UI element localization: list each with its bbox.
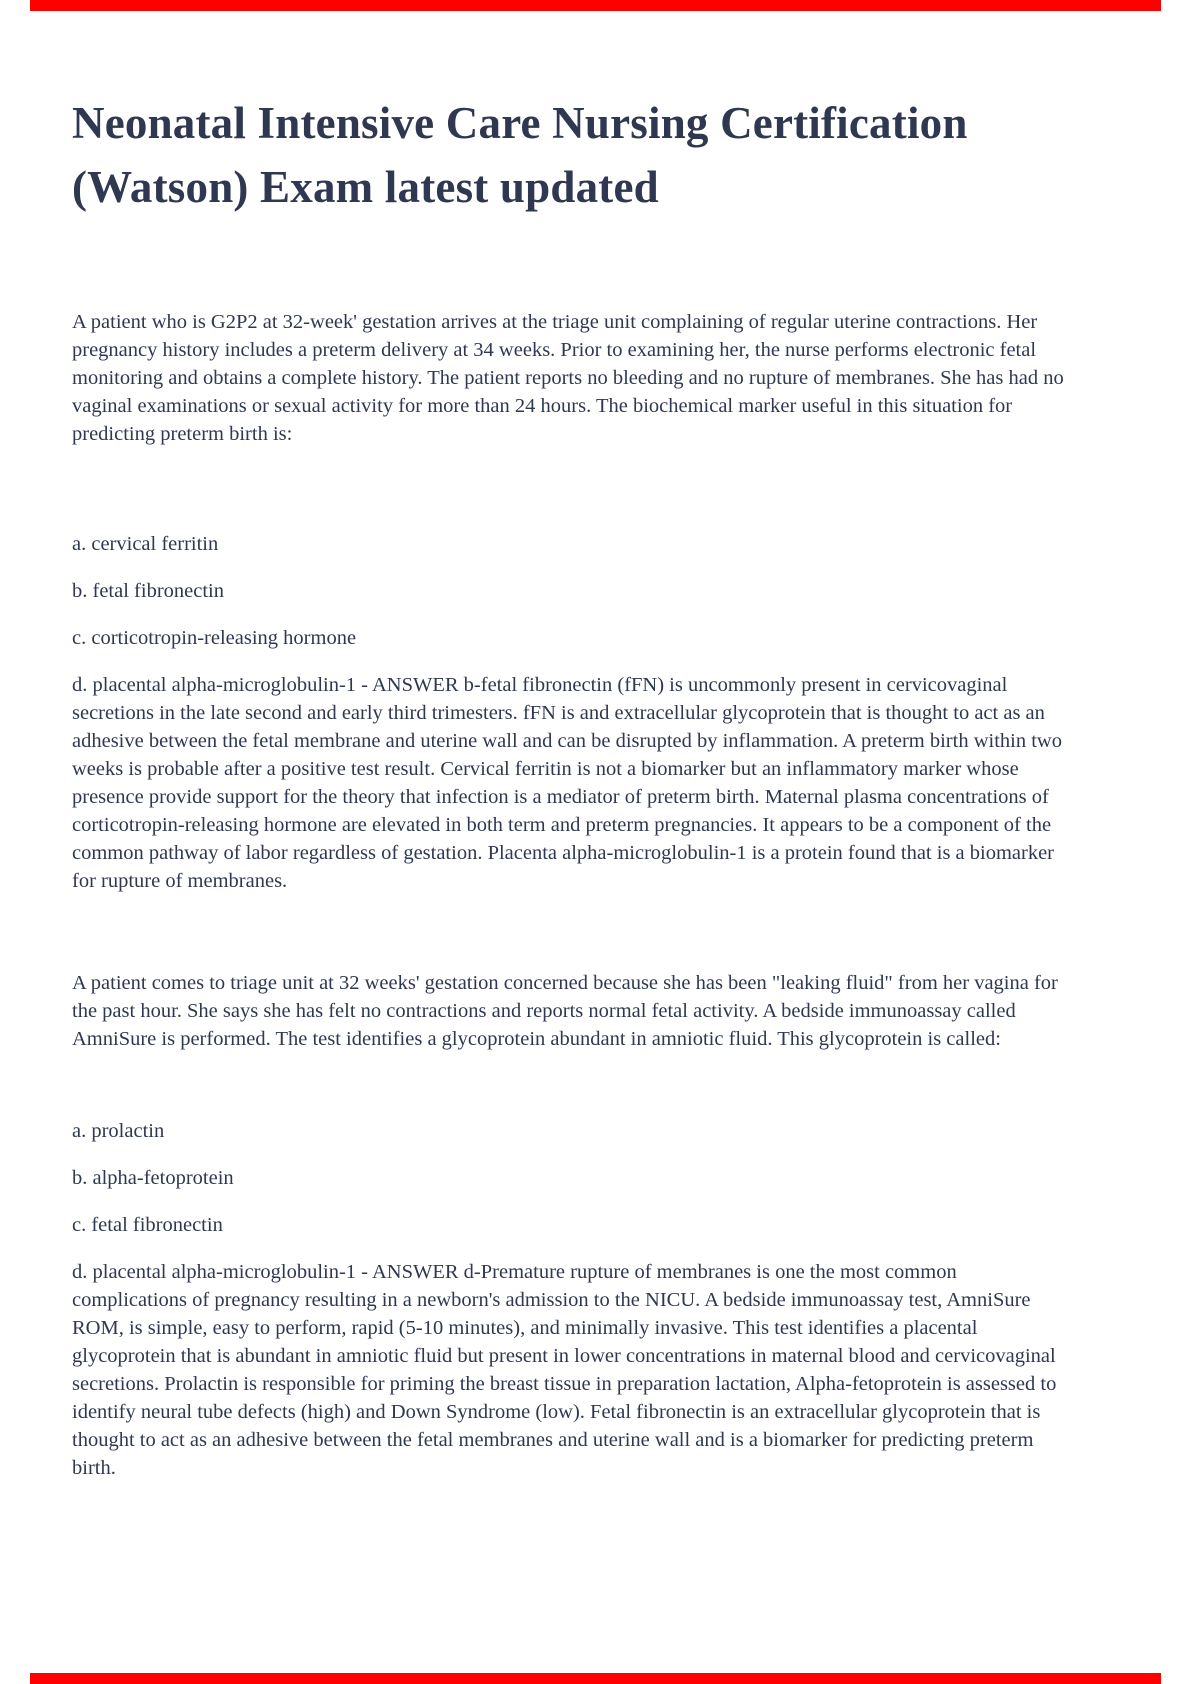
answer-option-d-with-explanation: d. placental alpha-microglobulin-1 - ANSWER b-fetal fibronectin (fFN) is uncommonly present in cervicovaginal secretions in the late second and early third trimesters. fFN is and extracellular glycoprotein that is thought to act as an adhesive between the fetal membrane and uterine wall and can be disrupted by inflammation. A preterm birth within two weeks is probable after a positive test result. Cervical ferritin is not a biomarker but an inflammatory marker whose presence provide support for the theory that infection is a mediator of preterm birth. Maternal plasma concentrations of corticotropin-releasing hormone are elevated in both term and preterm pregnancies. It appears to be a component of the common pathway of labor regardless of gestation. Placenta alpha-microglobulin-1 is a protein found that is a biomarker for rupture of membranes. <box>72 673 1062 892</box>
question-stem: A patient comes to triage unit at 32 weeks' gestation concerned because she has been "leaking fluid" from her vagina for the past hour. She says she has felt no contractions and reports normal fetal activity. A bedside immunoassay called AmniSure is performed. The test identifies a glycoprotein abundant in amniotic fluid. This glycoprotein is called: <box>72 971 1058 1050</box>
answer-option-b: b. fetal fibronectin <box>72 579 224 602</box>
page-cut-bottom-bar <box>30 1673 1161 1684</box>
answer-option-c: c. fetal fibronectin <box>72 1213 223 1236</box>
question-block-2 <box>72 969 1071 1482</box>
document-content <box>0 92 1191 1482</box>
answer-option-a: a. cervical ferritin <box>72 532 219 555</box>
answer-option-c: c. corticotropin-releasing hormone <box>72 626 357 649</box>
question-stem: A patient who is G2P2 at 32-week' gestation arrives at the triage unit complaining of regular uterine contractions. Her pregnancy history includes a preterm delivery at 34 weeks. Prior to examining her, the nurse performs electronic fetal monitoring and obtains a complete history. The patient reports no bleeding and no rupture of membranes. She has had no vaginal examinations or sexual activity for more than 24 hours. The biochemical marker useful in this situation for predicting preterm birth is: <box>72 310 1064 445</box>
answer-option-d-with-explanation: d. placental alpha-microglobulin-1 - ANSWER d-Premature rupture of membranes is one the most common complications of pregnancy resulting in a newborn's admission to the NICU. A bedside immunoassay test, AmniSure ROM, is simple, easy to perform, rapid (5-10 minutes), and minimally invasive. This test identifies a placental glycoprotein that is abundant in amniotic fluid but present in lower concentrations in maternal blood and cervicovaginal secretions. Prolactin is responsible for priming the breast tissue in preparation lactation, Alpha-fetoprotein is assessed to identify neural tube defects (high) and Down Syndrome (low). Fetal fibronectin is an extracellular glycoprotein that is thought to act as an adhesive between the fetal membranes and uterine wall and is a biomarker for predicting preterm birth. <box>72 1260 1057 1479</box>
document-title: Neonatal Intensive Care Nursing Certification (Watson) Exam latest updated <box>72 98 968 212</box>
page-cut-top-bar <box>30 0 1161 11</box>
answer-option-a: a. prolactin <box>72 1119 165 1142</box>
answer-option-b: b. alpha-fetoprotein <box>72 1166 234 1189</box>
question-block-1 <box>72 308 1071 895</box>
